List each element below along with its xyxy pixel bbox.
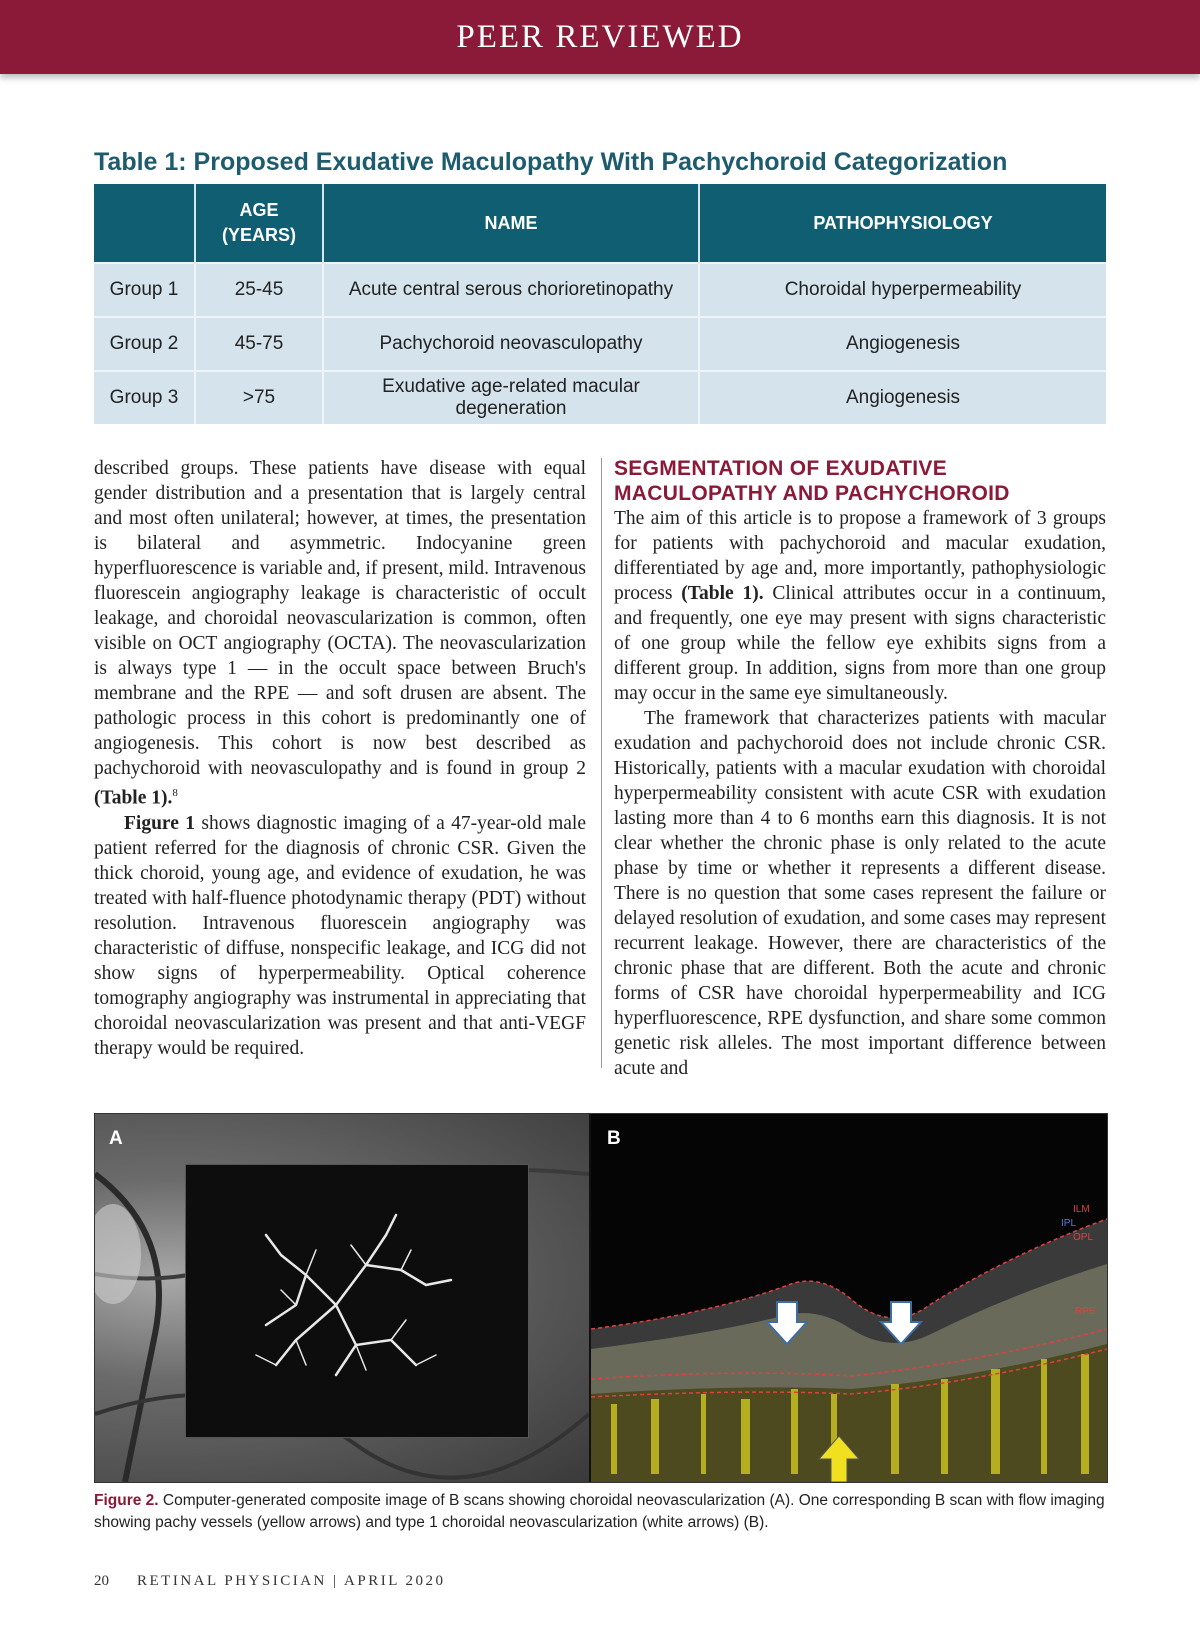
right-paragraph-2	[614, 706, 1106, 1081]
table-cell: Choroidal hyperpermeability	[699, 263, 1106, 317]
oct-layer-label: ILM	[1073, 1204, 1090, 1215]
oct-layer-label: OPL	[1073, 1232, 1094, 1243]
octa-composite-panel	[95, 1114, 589, 1482]
right-paragraph-1	[614, 506, 1106, 706]
caption-label: Figure 2.	[94, 1492, 159, 1509]
body-text: described groups. These patients have disease with equal gender distribution and a presentation that is largely central and most often unilateral; however, at times, the presentation is bilateral and asymmetric. Indocyanine green hyperfluorescence is variable and, if present, mild. Intravenous fluorescein angiography leakage is characteristic of occult leakage, and choroidal neovascularization is common, often visible on OCT angiography (OCTA). The neovascularization is always type 1 — in the occult space between Bruch's membrane and the RPE — and soft drusen are absent. The pathologic process in this cohort is predominantly one of angiogenesis. This cohort is now best described as pachychoroid with neovasculopathy and is found in group 2	[94, 458, 586, 779]
body-text: Clinical attributes occur in a continuum, and frequently, one eye may present with signs characteristic of one group while the fellow eye exhibits signs from a different group. In addition, signs from more than one group may occur in the same eye simultaneously.	[614, 583, 1107, 704]
table-cell: Group 3	[94, 371, 195, 424]
table-cell: Angiogenesis	[699, 371, 1106, 424]
column-divider	[601, 458, 602, 1068]
table-cell: Acute central serous chorioretinopathy	[323, 263, 699, 317]
body-text: The framework that characterizes patients with macular exudation and pachychoroid does not include chronic CSR. Historically, patients with a macular exudation with choroidal hyperpermeability consistent with acute CSR with exudation lasting more than 4 to 6 months earn this diagnosis. It is not clear whether the chronic phase is only related to the acute phase by time or whether it represents a different disease. There is no question that some cases represent the failure or delayed resolution of exudation, and some cases may represent recurrent leakage. However, there are characteristics of the chronic phase that are different. Both the acute and chronic forms of CSR have choroidal hyperpermeability and ICG hyperfluorescence, RPE dysfunction, and share some common genetic risk alleles. The most important difference between acute and	[614, 708, 1106, 1079]
right-column	[614, 456, 1106, 1081]
table-title: Table 1: Proposed Exudative Maculopathy With Pachychoroid Categorization	[94, 148, 1008, 176]
table-header-cell	[94, 184, 195, 263]
table-header-cell: NAME	[323, 184, 699, 263]
citation: 8	[172, 787, 178, 799]
table-reference: (Table 1).	[94, 787, 173, 809]
section-heading: SEGMENTATION OF EXUDATIVE MACULOPATHY AND PACHYCHOROID	[614, 457, 1010, 505]
oct-layer-label: RPE	[1075, 1306, 1096, 1317]
oct-layer-label: IPL	[1061, 1218, 1077, 1229]
left-paragraph-2	[94, 811, 586, 1061]
figure-2	[94, 1113, 1108, 1483]
table-row	[94, 371, 1106, 424]
table-header-cell: PATHOPHYSIOLOGY	[699, 184, 1106, 263]
octa-inset	[185, 1164, 529, 1438]
body-text: The aim of this article is to propose a framework of 3 groups for patients with pachychoroid and macular exudation, differentiated by age and, more importantly, pathophysiologic process	[614, 508, 1106, 604]
table-row	[94, 263, 1106, 317]
table-header-row	[94, 184, 1106, 263]
table-cell: 45-75	[195, 317, 323, 371]
figure-reference: Figure 1	[124, 812, 196, 834]
body-text: shows diagnostic imaging of a 47-year-old male patient referred for the diagnosis of chronic CSR. Given the thick choroid, young age, and evidence of exudation, he was treated with half-fluence photodynamic therapy (PDT) without resolution. Intravenous fluorescein angiography was characteristic of diffuse, nonspecific leakage, and ICG did not show signs of hyperpermeability. Optical coherence tomography angiography was instrumental in appreciating that choroidal neovascularization was present and that anti-VEGF therapy would be required.	[94, 812, 586, 1059]
panel-label-b: B	[607, 1128, 621, 1149]
table-cell: >75	[195, 371, 323, 424]
table-cell: Angiogenesis	[699, 317, 1106, 371]
peer-reviewed-banner	[0, 0, 1200, 74]
b-scan-image	[591, 1114, 1107, 1482]
caption-text: Computer-generated composite image of B scans showing choroidal neovascularization (A). One corresponding B scan with flow imaging showing pachy vessels (yellow arrows) and type 1 choroidal neovascularization (white arrows) (B).	[94, 1492, 1105, 1531]
table-row	[94, 317, 1106, 371]
panel-label-a: A	[109, 1128, 123, 1149]
categorization-table	[94, 184, 1106, 424]
table-cell: Group 1	[94, 263, 195, 317]
oct-b-scan-panel	[591, 1114, 1107, 1482]
table-cell: Exudative age-related macular degeneration	[323, 371, 699, 424]
page-number: 20	[94, 1573, 109, 1589]
table-cell: 25-45	[195, 263, 323, 317]
banner-title: PEER REVIEWED	[456, 18, 744, 55]
table-cell: Group 2	[94, 317, 195, 371]
left-column	[94, 456, 586, 1061]
neovascular-network	[186, 1165, 528, 1437]
figure-caption	[94, 1490, 1106, 1534]
journal-name: RETINAL PHYSICIAN | APRIL 2020	[137, 1573, 446, 1589]
left-paragraph-1	[94, 456, 586, 811]
table-header-cell: AGE (YEARS)	[195, 184, 323, 263]
table-cell: Pachychoroid neovasculopathy	[323, 317, 699, 371]
page-footer	[94, 1573, 446, 1590]
table-reference: (Table 1).	[681, 583, 764, 604]
